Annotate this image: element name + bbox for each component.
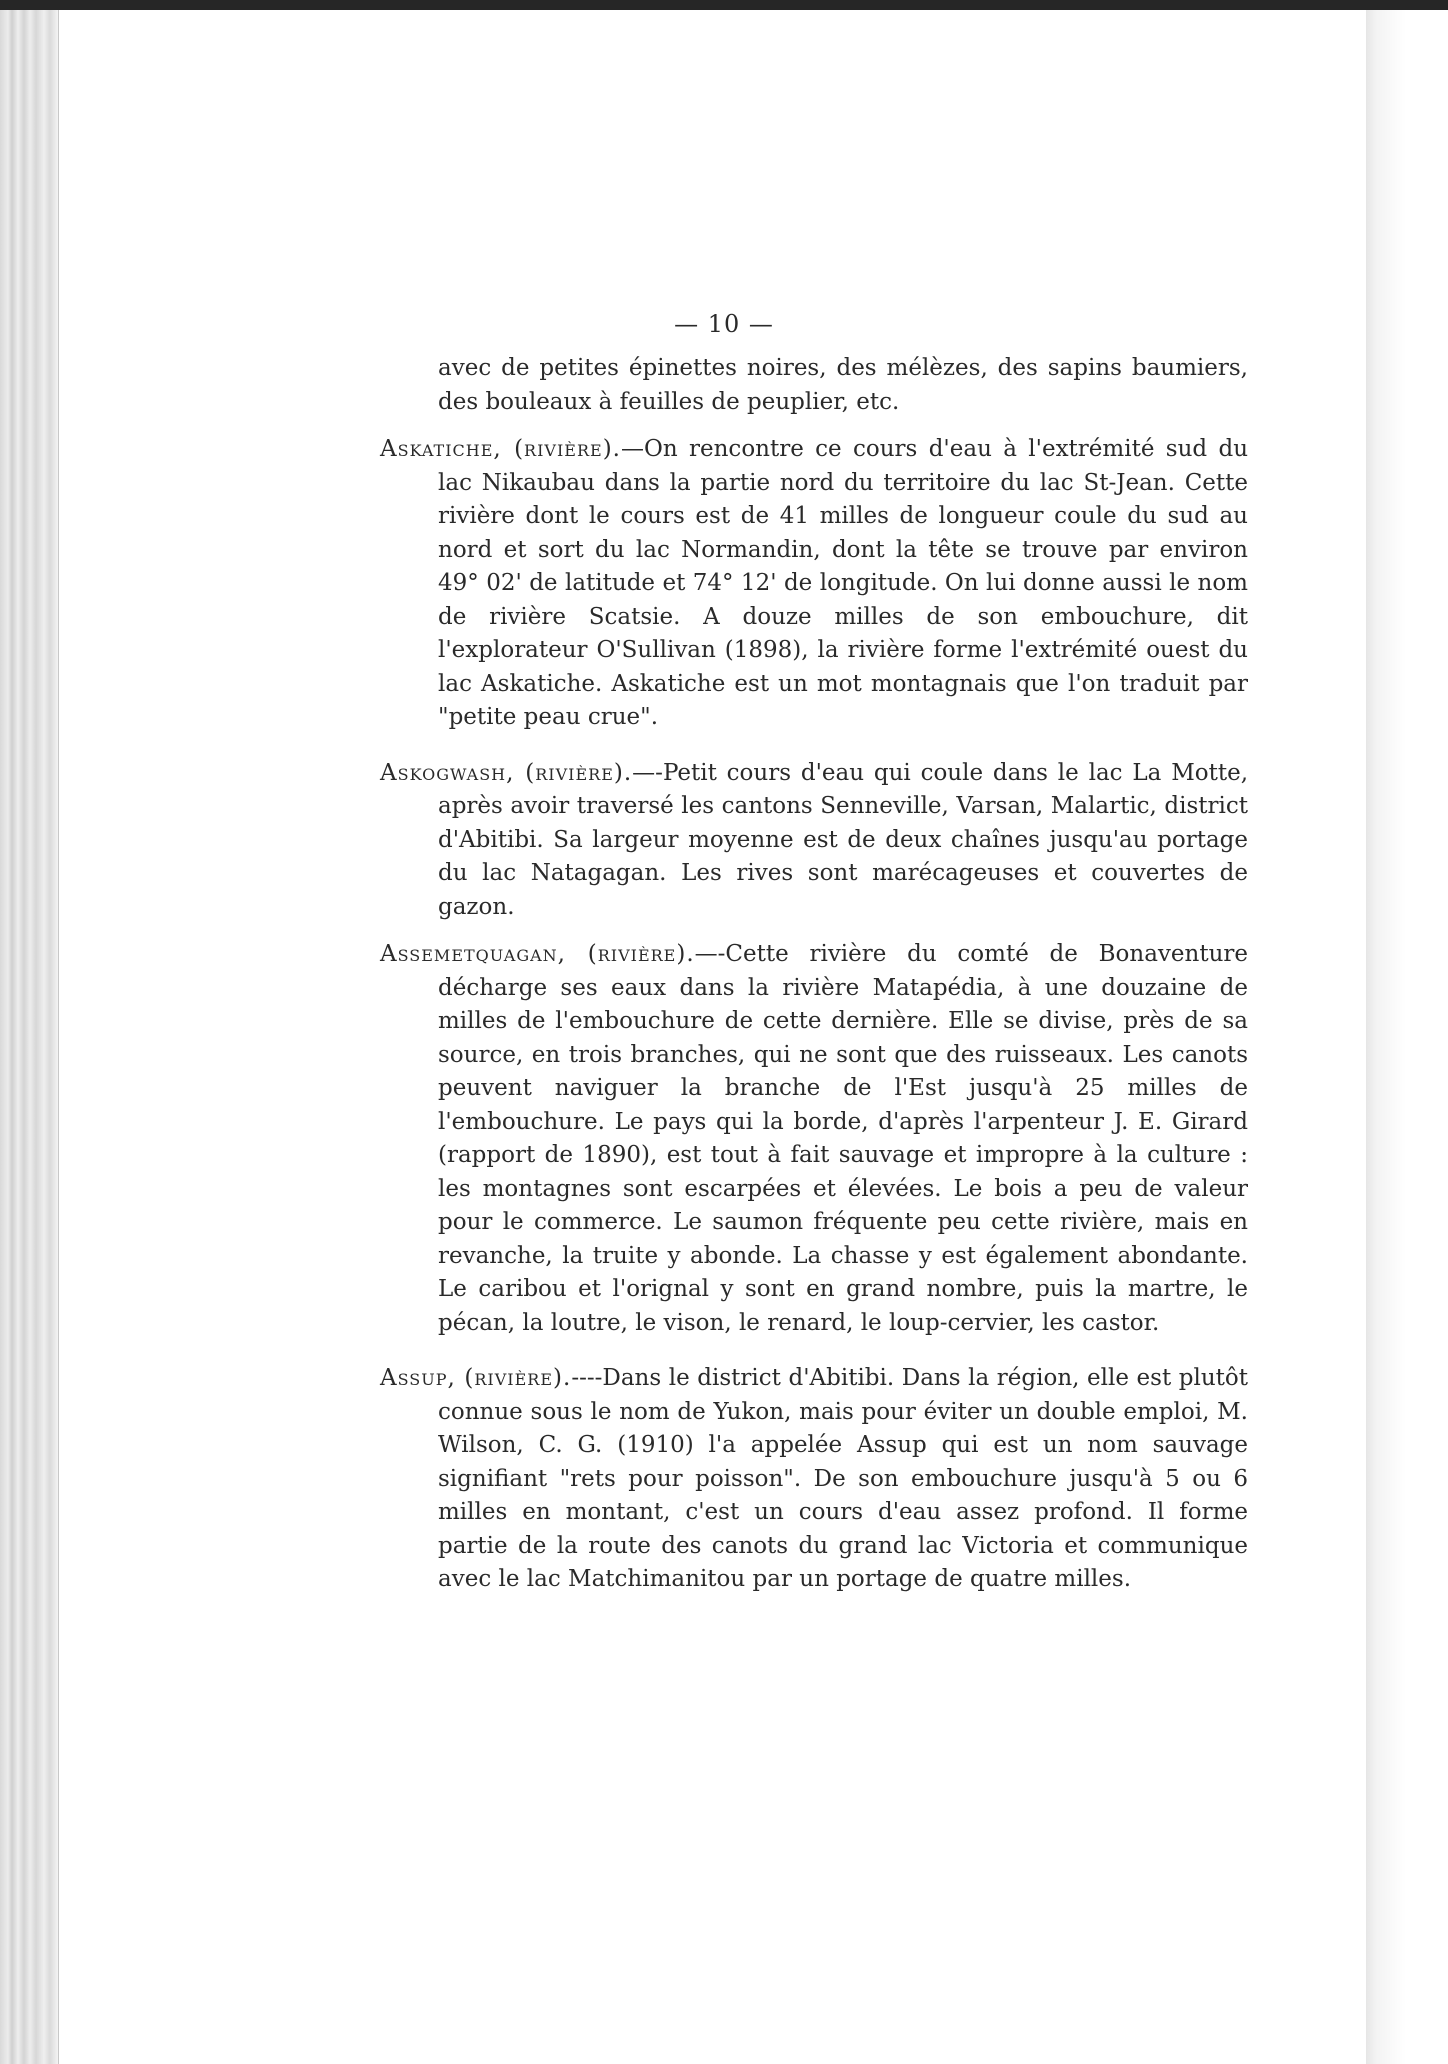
entry-assup [380, 1362, 1248, 1597]
entry-heading: Askogwash, (rivière). [380, 759, 633, 786]
intro-paragraph: avec de petites épinettes noires, des mélèzes, des sapins baumiers, des bouleaux à feuilles de peuplier, etc. [438, 355, 1248, 415]
entry-text: —-Cette rivière du comté de Bonaventure décharge ses eaux dans la rivière Matapédia, à une douzaine de milles de l'embouchure de cette dernière. Elle se divise, près de sa source, en trois branches, qui ne sont que des ruisseaux. Les canots peuvent naviguer la branche de l'Est jusqu'à 25 milles de l'embouchure. Le pays qui la borde, d'après l'arpenteur J. E. Girard (rapport de 1890), est tout à fait sauvage et impropre à la culture : les montagnes sont escarpées et élevées. Le bois a peu de valeur pour le commerce. Le saumon fréquente peu cette rivière, mais en revanche, la truite y abonde. La chasse y est également abondante. Le caribou et l'orignal y sont en grand nombre, puis la martre, le pécan, la loutre, le vison, le renard, le loup-cervier, les castor. [438, 941, 1248, 1336]
entry-heading: Assemetquagan, (rivière). [380, 941, 695, 967]
entry-heading: Assup, (rivière). [380, 1365, 572, 1391]
entry-askogwash [380, 757, 1248, 925]
entry-text: ----Dans le district d'Abitibi. Dans la région, elle est plutôt connue sous le nom de Yukon, mais pour éviter un double emploi, M. Wilson, C. G. (1910) l'a appelée Assup qui est un nom sauvage signifiant "rets pour poisson". De son embouchure jusqu'à 5 ou 6 milles en montant, c'est un cours d'eau assez profond. Il forme partie de la route des canots du grand lac Victoria et communique avec le lac Matchimanitou par un portage de quatre milles. [438, 1365, 1249, 1592]
entry-assemetquagan [380, 938, 1248, 1340]
entry-askatiche [380, 433, 1248, 735]
page-number: — 10 — [674, 310, 774, 338]
text-block [380, 352, 1248, 1597]
entry-heading: Askatiche, (rivière). [380, 436, 621, 462]
entry-text: —-Petit cours d'eau qui coule dans le lac La Motte, après avoir traversé les cantons Senneville, Varsan, Malartic, district d'Abitibi. Sa largeur moyenne est de deux chaînes jusqu'au portage du lac Natagagan. Les rives sont marécageuses et couvertes de gazon. [438, 759, 1249, 920]
entry-text: —On rencontre ce cours d'eau à l'extrémité sud du lac Nikaubau dans la partie nord du territoire du lac St-Jean. Cette rivière dont le cours est de 41 milles de longueur coule du sud au nord et sort du lac Normandin, dont la tête se trouve par environ 49° 02' de latitude et 74° 12' de longitude. On lui donne aussi le nom de rivière Scatsie. A douze milles de son embouchure, dit l'explorateur O'Sullivan (1898), la rivière forme l'extrémité ouest du lac Askatiche. Askatiche est un mot montagnais que l'on traduit par "petite peau crue". [438, 436, 1249, 730]
